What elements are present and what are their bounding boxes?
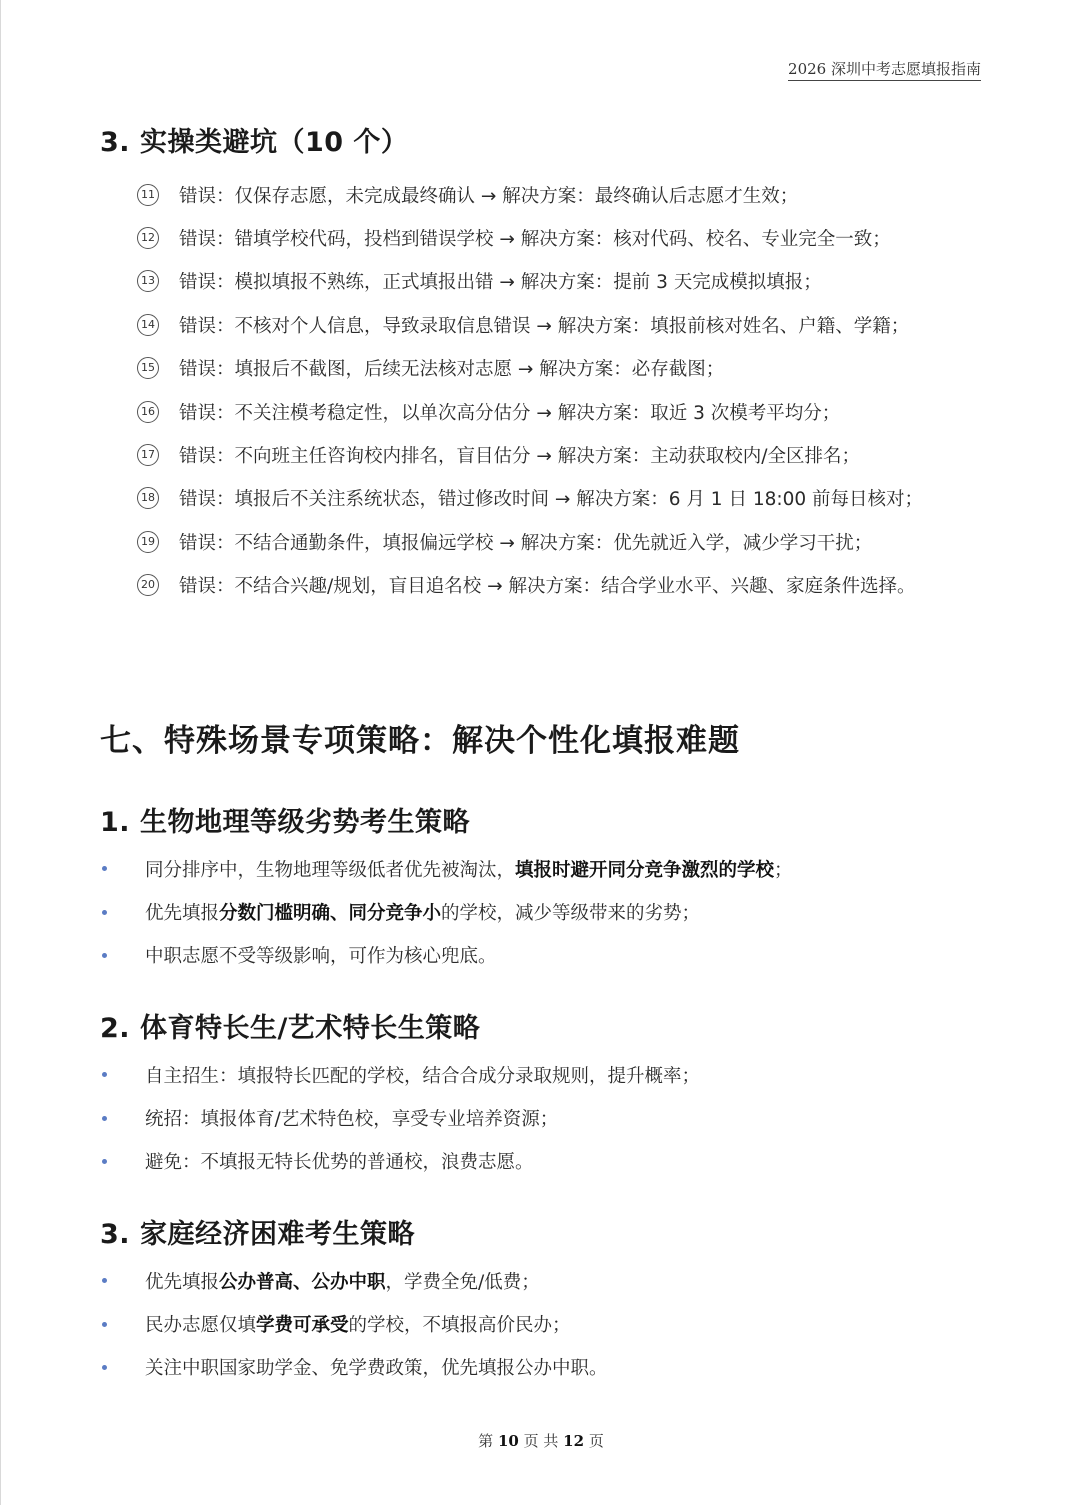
text-segment: ； [774,859,793,881]
footer-text: 第 [478,1432,494,1450]
strategy-heading-bio-geo: 1. 生物地理等级劣势考生策略 [100,807,470,838]
text-segment: 关注中职国家助学金、免学费政策，优先填报公办中职。 [145,1358,608,1380]
strategy-economic-list [100,1259,608,1389]
bold-text: 学费可承受 [256,1315,349,1337]
list-item [100,1346,608,1389]
bullet-icon [102,1322,107,1327]
strategy-talent-list [100,1053,700,1183]
ops-pitfall-list [137,173,923,607]
list-item [137,216,923,259]
chapter-heading: 七、特殊场景专项策略：解决个性化填报难题 [100,723,740,759]
page-total: 12 [563,1432,585,1450]
footer-text: 页 共 [523,1432,559,1450]
bold-text: 填报时避开同分竞争激烈的学校 [515,859,775,881]
list-item-text: 错误：不关注模考稳定性，以单次高分估分 → 解决方案：取近 3 次模考平均分； [179,402,841,424]
text-segment: 同分排序中，生物地理等级低者优先被淘汰， [145,859,516,881]
circled-number: 14 [137,314,159,336]
list-item-text: 错误：不核对个人信息，导致录取信息错误 → 解决方案：填报前核对姓名、户籍、学籍； [179,315,910,337]
text-segment: 优先填报 [145,1271,220,1293]
list-item [100,890,793,933]
strategy-bio-geo-list [100,847,793,977]
text-segment: 统招：填报体育/艺术特色校，享受专业培养资源； [145,1109,559,1131]
list-item [100,1053,700,1096]
text-segment: 的学校，减少等级带来的劣势； [441,903,701,925]
bold-text: 公办普高、公办中职 [219,1271,386,1293]
strategy-heading-economic: 3. 家庭经济困难考生策略 [100,1219,415,1250]
strategy-heading-talent: 2. 体育特长生/艺术特长生策略 [100,1013,481,1044]
list-item-text: 错误：填报后不关注系统状态，错过修改时间 → 解决方案：6 月 1 日 18:00 前每日核对； [179,489,924,511]
list-item-text: 错误：填报后不截图，后续无法核对志愿 → 解决方案：必存截图； [179,359,725,381]
page-header-title: 2026 深圳中考志愿填报指南 [788,58,981,81]
text-segment: 民办志愿仅填 [145,1315,257,1337]
list-item [137,433,923,476]
list-item [100,1259,608,1302]
list-item-text: 错误：不结合兴趣/规划，盲目追名校 → 解决方案：结合学业水平、兴趣、家庭条件选择。 [179,576,916,598]
text-segment: 避免：不填报无特长优势的普通校，浪费志愿。 [145,1152,534,1174]
text-segment: 中职志愿不受等级影响，可作为核心兜底。 [145,946,497,968]
list-item-text: 错误：不向班主任咨询校内排名，盲目估分 → 解决方案：主动获取校内/全区排名； [179,446,860,468]
list-item-text: 错误：错填学校代码，投档到错误学校 → 解决方案：核对代码、校名、专业完全一致； [179,229,891,251]
footer-text: 页 [588,1432,604,1450]
bullet-icon [102,1159,107,1164]
list-item [137,520,923,563]
circled-number: 19 [137,531,159,553]
circled-number: 16 [137,401,159,423]
bullet-icon [102,953,107,958]
bold-text: 分数门槛明确、同分竞争小 [219,903,442,925]
list-item [137,390,923,433]
list-item [100,934,793,977]
text-segment: ，学费全免/低费； [385,1271,540,1293]
page-footer [1,1430,1080,1451]
text-segment: 自主招生：填报特长匹配的学校，结合合成分录取规则，提升概率； [145,1065,701,1087]
bullet-icon [102,910,107,915]
list-item-text: 错误：不结合通勤条件，填报偏远学校 → 解决方案：优先就近入学，减少学习干扰； [179,532,873,554]
page-number: 10 [497,1432,519,1450]
section-heading-ops: 3. 实操类避坑（10 个） [100,127,409,158]
list-item [137,564,923,607]
list-item [100,847,793,890]
list-item [137,173,923,216]
bullet-icon [102,1072,107,1077]
circled-number: 13 [137,270,159,292]
text-segment: 的学校，不填报高价民办； [348,1315,571,1337]
bullet-icon [102,1365,107,1370]
list-item [137,477,923,520]
bullet-icon [102,866,107,871]
circled-number: 18 [137,487,159,509]
list-item [100,1140,700,1183]
circled-number: 12 [137,227,159,249]
list-item [100,1096,700,1139]
list-item-text: 错误：模拟填报不熟练，正式填报出错 → 解决方案：提前 3 天完成模拟填报； [179,272,822,294]
bullet-icon [102,1278,107,1283]
list-item [100,1302,608,1345]
list-item [137,347,923,390]
list-item [137,260,923,303]
circled-number: 17 [137,444,159,466]
text-segment: 优先填报 [145,903,220,925]
list-item-text: 错误：仅保存志愿，未完成最终确认 → 解决方案：最终确认后志愿才生效； [179,185,799,207]
circled-number: 15 [137,357,159,379]
bullet-icon [102,1116,107,1121]
list-item [137,303,923,346]
circled-number: 11 [137,184,159,206]
circled-number: 20 [137,574,159,596]
